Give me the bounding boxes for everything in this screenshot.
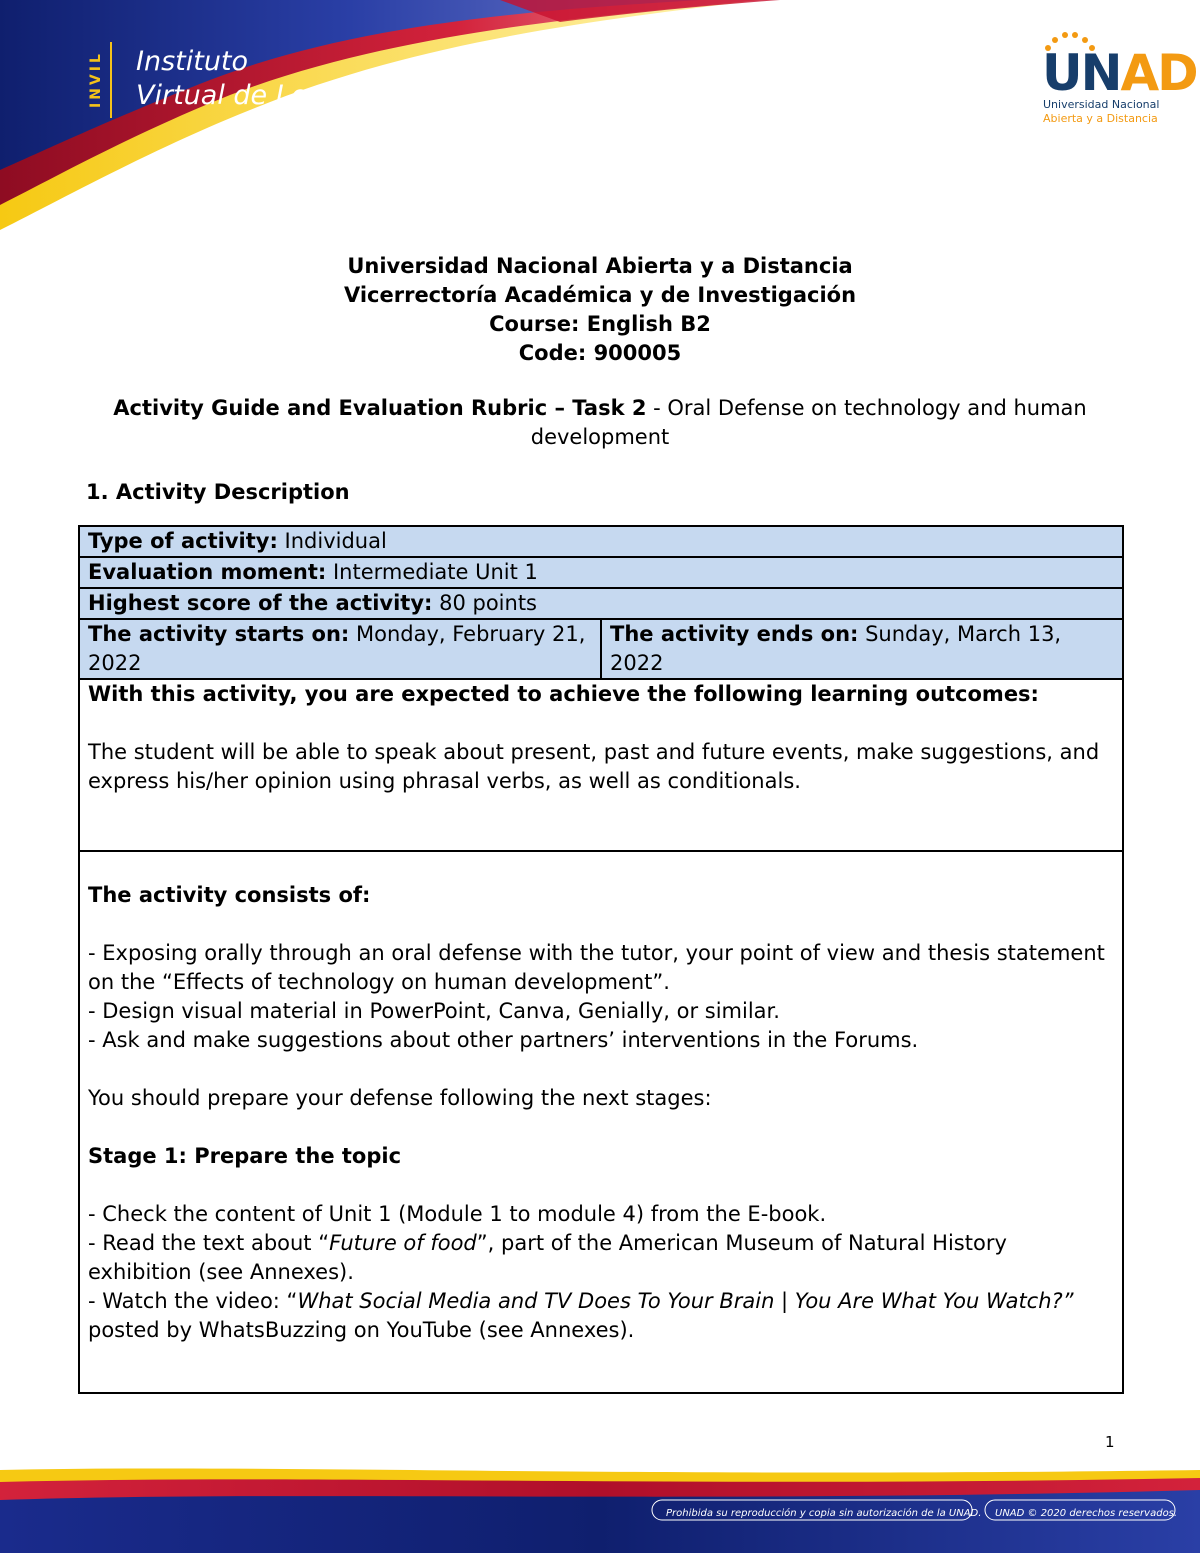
invil-line1: Instituto bbox=[136, 46, 249, 77]
table-row bbox=[79, 619, 1123, 679]
learning-outcomes-text: The student will be able to speak about present, past and future events, make suggestions, and express his/her opinion using phrasal verbs, as well as conditionals. bbox=[88, 740, 1100, 793]
section-heading-activity-description: 1. Activity Description bbox=[86, 480, 350, 504]
table-row bbox=[79, 557, 1123, 588]
table-row bbox=[79, 679, 1123, 851]
activity-guide-title: Activity Guide and Evaluation Rubric – Task 2 - Oral Defense on technology and human development bbox=[113, 396, 1087, 449]
evaluation-moment-cell: Evaluation moment: Intermediate Unit 1 bbox=[79, 557, 1123, 588]
list-item: - Exposing orally through an oral defense with the tutor, your point of view and thesis statement on the “Effects of technology on human development”. bbox=[88, 941, 1105, 994]
list-item: - Read the text about “Future of food”, part of the American Museum of Natural History exhibition (see Annexes). bbox=[88, 1231, 1007, 1284]
table-row bbox=[79, 588, 1123, 619]
activity-starts-cell: The activity starts on: Monday, February 21, 2022 bbox=[79, 619, 601, 679]
vice-rectory-title: Vicerrectoría Académica y de Investigación bbox=[343, 283, 857, 307]
footer-banner bbox=[0, 1460, 1200, 1553]
list-item: - Watch the video: “What Social Media and TV Does To Your Brain | You Are What You Watch?” posted by WhatsBuzzing on YouTube (see Annexes). bbox=[88, 1289, 1074, 1342]
unad-logo bbox=[1040, 30, 1197, 130]
activity-ends-cell: The activity ends on: Sunday, March 13, 2022 bbox=[601, 619, 1123, 679]
learning-outcomes-heading: With this activity, you are expected to achieve the following learning outcomes: bbox=[88, 682, 1039, 706]
activity-description-table bbox=[78, 525, 1124, 1394]
document-titles bbox=[0, 252, 1200, 368]
footer-copyright-notice: Prohibida su reproducción y copia sin autorización de la UNAD. bbox=[666, 1508, 982, 1519]
list-item: - Check the content of Unit 1 (Module 1 to module 4) from the E-book. bbox=[88, 1202, 827, 1226]
highest-score-cell: Highest score of the activity: 80 points bbox=[79, 588, 1123, 619]
unad-subtitle-1: Universidad Nacional bbox=[1043, 98, 1160, 111]
list-item: - Design visual material in PowerPoint, Canva, Genially, or similar. bbox=[88, 999, 780, 1023]
header-banner bbox=[0, 0, 1200, 230]
learning-outcomes-cell bbox=[79, 679, 1123, 851]
unad-subtitle-2: Abierta y a Distancia bbox=[1043, 112, 1158, 125]
table-row bbox=[79, 851, 1123, 1393]
list-item: - Ask and make suggestions about other partners’ interventions in the Forums. bbox=[88, 1028, 919, 1052]
invil-line2: Virtual de Lenguas bbox=[136, 80, 390, 111]
prepare-stages-text: You should prepare your defense following the next stages: bbox=[88, 1086, 712, 1110]
footer-rights-reserved: UNAD © 2020 derechos reservados. bbox=[995, 1508, 1178, 1519]
activity-consists-heading: The activity consists of: bbox=[88, 883, 371, 907]
type-of-activity-cell: Type of activity: Individual bbox=[79, 526, 1123, 557]
university-title: Universidad Nacional Abierta y a Distancia bbox=[347, 254, 853, 278]
page-number: 1 bbox=[1105, 1433, 1115, 1451]
course-title: Course: English B2 bbox=[489, 312, 711, 336]
activity-consists-cell bbox=[79, 851, 1123, 1393]
unad-wordmark: UNAD bbox=[1042, 44, 1197, 102]
table-row bbox=[79, 526, 1123, 557]
course-code: Code: 900005 bbox=[518, 341, 682, 365]
stage1-heading: Stage 1: Prepare the topic bbox=[88, 1144, 402, 1168]
invil-vertical-text: INVIL bbox=[88, 42, 112, 118]
